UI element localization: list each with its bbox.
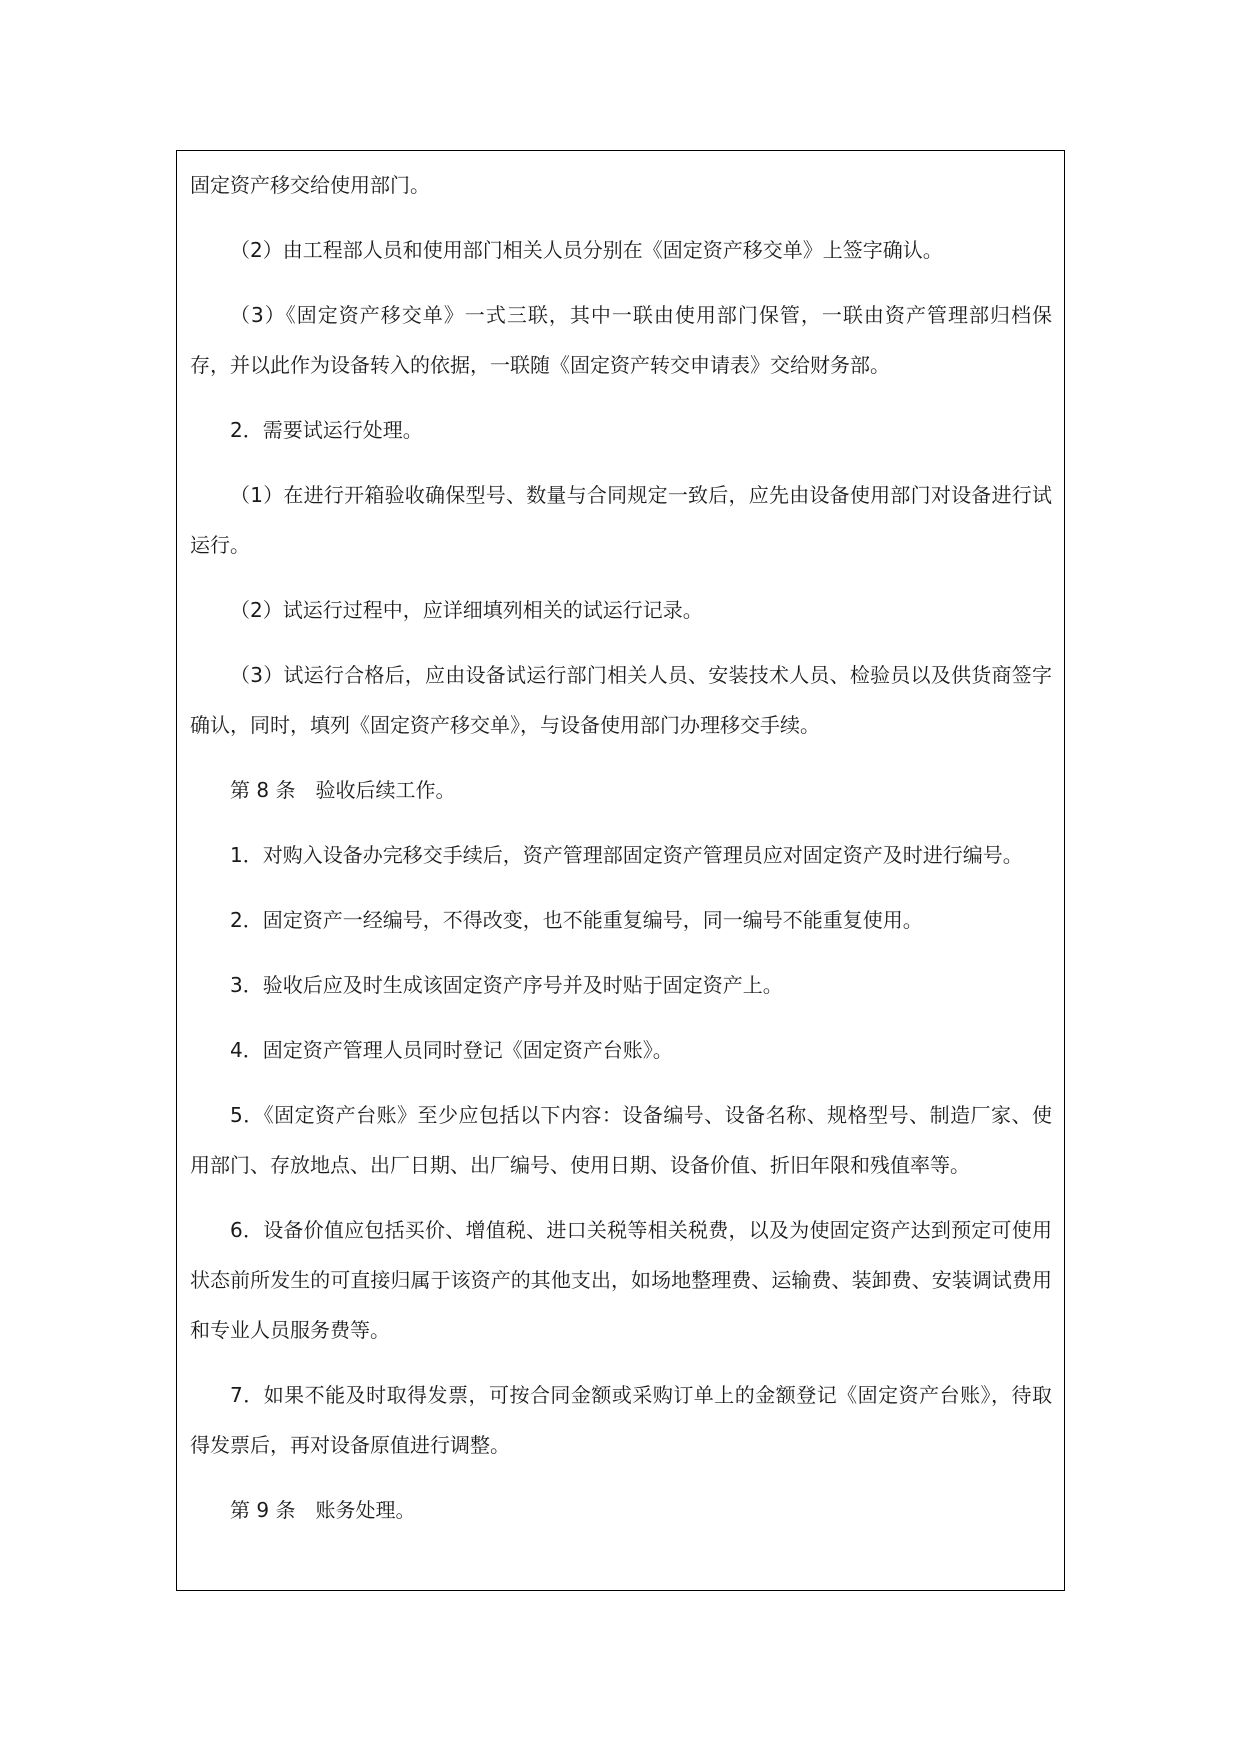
paragraph: 2．固定资产一经编号，不得改变，也不能重复编号，同一编号不能重复使用。: [230, 908, 923, 932]
document-body: [190, 160, 1052, 1535]
paragraph: （2）由工程部人员和使用部门相关人员分别在《固定资产移交单》上签字确认。: [230, 238, 943, 262]
section-heading: 第 9 条 账务处理。: [230, 1498, 416, 1522]
paragraph: 2．需要试运行处理。: [230, 418, 423, 442]
paragraph: 固定资产移交给使用部门。: [190, 173, 430, 197]
paragraph: 1．对购入设备办完移交手续后，资产管理部固定资产管理员应对固定资产及时进行编号。: [230, 843, 1023, 867]
section-heading: 第 8 条 验收后续工作。: [230, 778, 456, 802]
paragraph: （2）试运行过程中，应详细填列相关的试运行记录。: [230, 598, 703, 622]
paragraph: 3．验收后应及时生成该固定资产序号并及时贴于固定资产上。: [230, 973, 783, 997]
paragraph: （3）《固定资产移交单》一式三联，其中一联由使用部门保管，一联由资产管理部归档保存，并以此作为设备转入的依据，一联随《固定资产转交申请表》交给财务部。: [190, 303, 1052, 377]
paragraph: 5．《固定资产台账》至少应包括以下内容：设备编号、设备名称、规格型号、制造厂家、使用部门、存放地点、出厂日期、出厂编号、使用日期、设备价值、折旧年限和残值率等。: [190, 1103, 1052, 1177]
paragraph: 4．固定资产管理人员同时登记《固定资产台账》。: [230, 1038, 673, 1062]
paragraph: 7．如果不能及时取得发票，可按合同金额或采购订单上的金额登记《固定资产台账》，待取得发票后，再对设备原值进行调整。: [190, 1383, 1052, 1457]
paragraph: （1）在进行开箱验收确保型号、数量与合同规定一致后，应先由设备使用部门对设备进行试运行。: [190, 483, 1052, 557]
paragraph: 6．设备价值应包括买价、增值税、进口关税等相关税费，以及为使固定资产达到预定可使用状态前所发生的可直接归属于该资产的其他支出，如场地整理费、运输费、装卸费、安装调试费用和专业人员服务费等。: [190, 1218, 1052, 1342]
paragraph: （3）试运行合格后，应由设备试运行部门相关人员、安装技术人员、检验员以及供货商签字确认，同时，填列《固定资产移交单》，与设备使用部门办理移交手续。: [190, 663, 1052, 737]
